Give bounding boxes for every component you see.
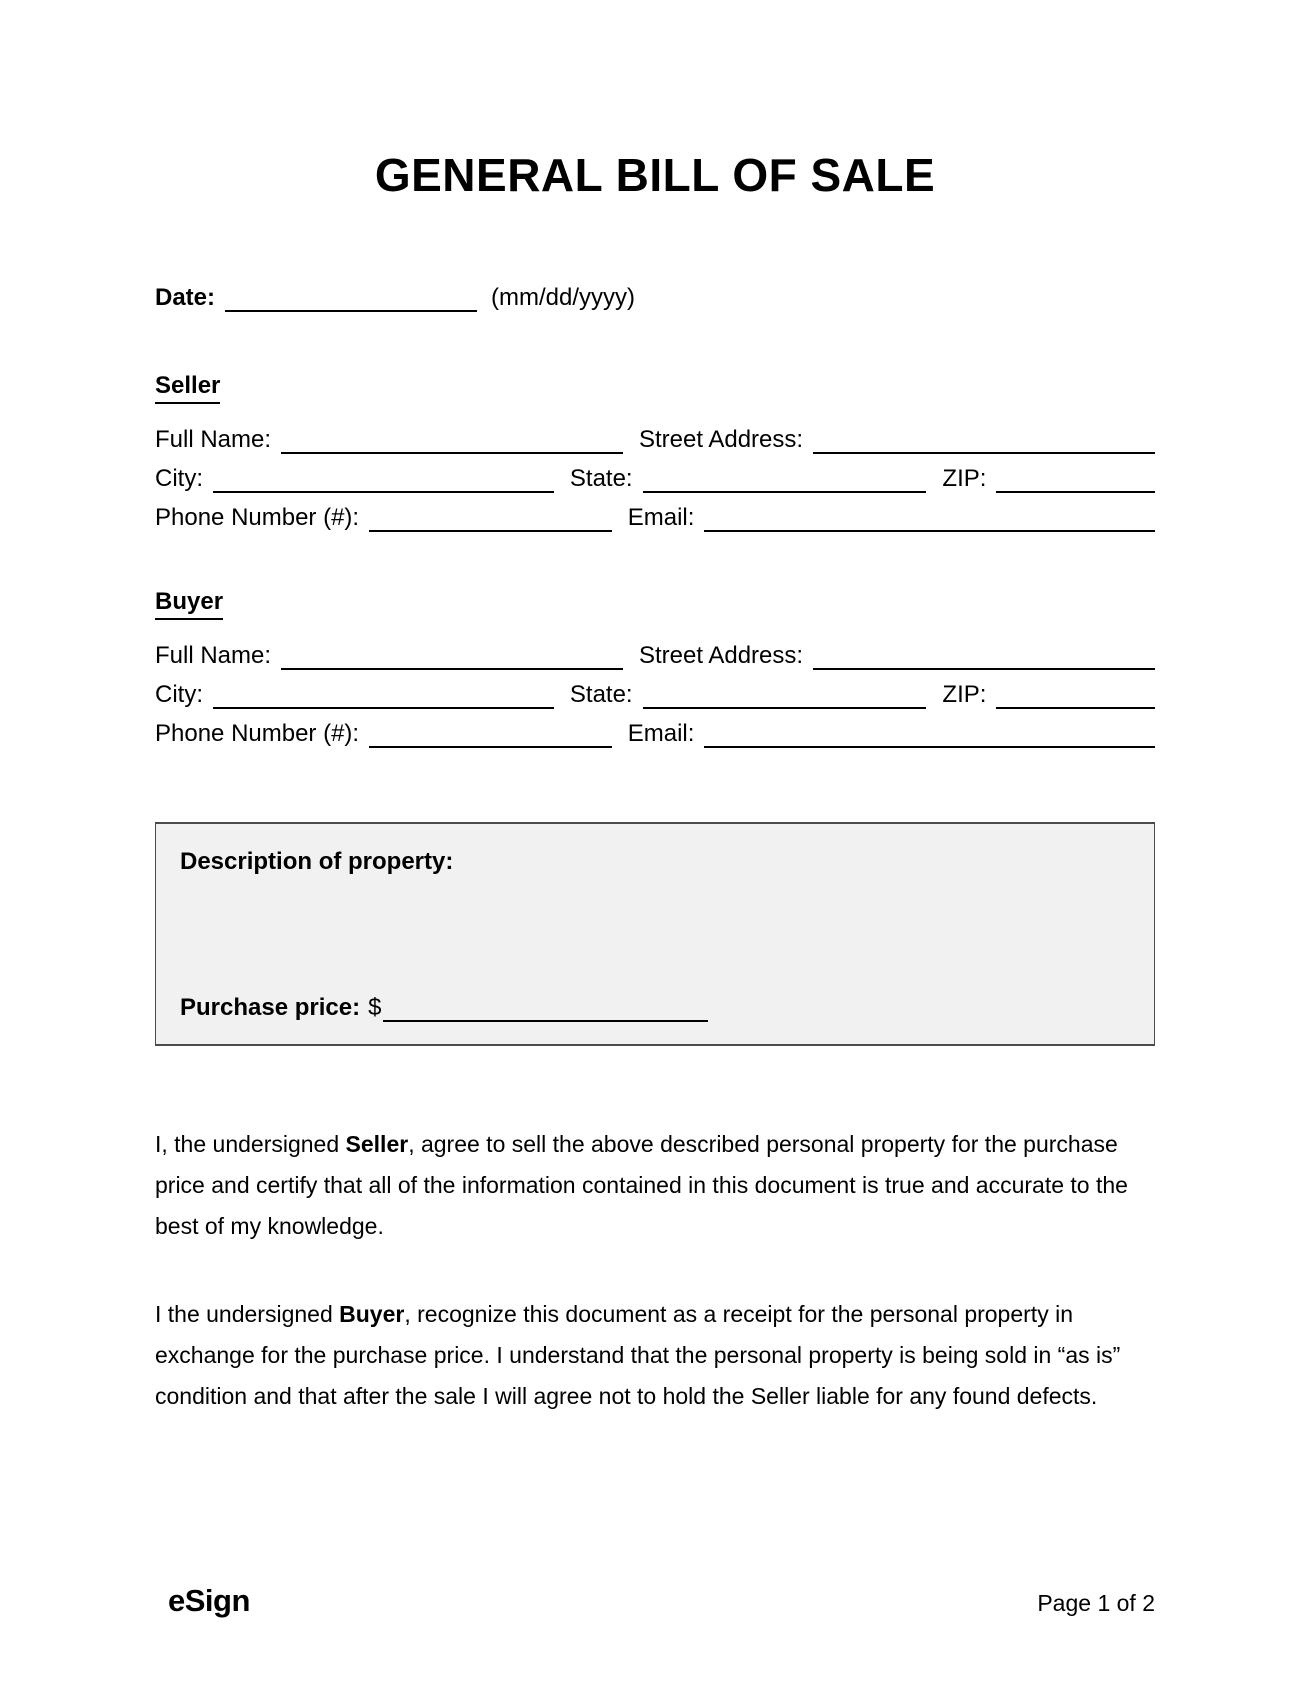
full-name-label: Full Name: — [155, 642, 272, 669]
date-row — [155, 284, 1155, 312]
seller-phone-line[interactable] — [369, 530, 612, 532]
seller-full-name-line[interactable] — [281, 452, 623, 454]
purchase-price-row — [180, 994, 1128, 1022]
state-label: State: — [569, 681, 633, 708]
buyer-phone-line[interactable] — [369, 746, 612, 748]
dollar-sign: $ — [368, 994, 382, 1021]
seller-zip-line[interactable] — [996, 491, 1155, 493]
page-number-indicator: Page 1 of 2 — [1037, 1590, 1155, 1616]
buyer-city-line[interactable] — [213, 707, 554, 709]
description-of-property-label: Description of property: — [180, 848, 454, 875]
date-input-line[interactable] — [225, 310, 477, 312]
buyer-full-name-line[interactable] — [281, 668, 623, 670]
property-description-box — [155, 822, 1155, 1046]
seller-city-state-zip-row — [155, 454, 1155, 493]
seller-phone-email-row — [155, 493, 1155, 532]
zip-label: ZIP: — [942, 681, 987, 708]
buyer-zip-line[interactable] — [996, 707, 1155, 709]
page-footer — [168, 1583, 1155, 1619]
seller-email-line[interactable] — [704, 530, 1155, 532]
date-format-hint: (mm/dd/yyyy) — [491, 284, 636, 311]
phone-number-label: Phone Number (#): — [155, 504, 360, 531]
buyer-city-state-zip-row — [155, 670, 1155, 709]
full-name-label: Full Name: — [155, 426, 272, 453]
property-description-area[interactable] — [180, 876, 1128, 994]
buyer-email-line[interactable] — [704, 746, 1155, 748]
buyer-phone-email-row — [155, 709, 1155, 748]
date-label: Date: — [155, 284, 216, 311]
buyer-section-heading: Buyer — [155, 588, 1155, 620]
seller-agreement-paragraph: I, the undersigned Seller, agree to sell the above described personal property for the purchase price and certify that all of the information contained in this document is true and accurate to the best of my knowledge. — [155, 1131, 1128, 1239]
street-address-label: Street Address: — [638, 642, 804, 669]
seller-street-address-line[interactable] — [813, 452, 1155, 454]
street-address-label: Street Address: — [638, 426, 804, 453]
buyer-street-address-line[interactable] — [813, 668, 1155, 670]
email-label: Email: — [627, 720, 695, 747]
seller-section-heading: Seller — [155, 372, 1155, 404]
phone-number-label: Phone Number (#): — [155, 720, 360, 747]
esign-logo: eSign — [168, 1583, 250, 1618]
seller-name-address-row — [155, 416, 1155, 454]
state-label: State: — [569, 465, 633, 492]
city-label: City: — [155, 465, 203, 492]
seller-state-line[interactable] — [643, 491, 927, 493]
email-label: Email: — [627, 504, 695, 531]
purchase-price-line[interactable] — [383, 1020, 708, 1022]
buyer-agreement-paragraph: I the undersigned Buyer, recognize this document as a receipt for the personal property in exchange for the purchase price. I understand that the personal property is being sold in “as is” condition and that after the sale I will agree not to hold the Seller liable for any found defects. — [155, 1301, 1121, 1409]
seller-city-line[interactable] — [213, 491, 554, 493]
document-title: GENERAL BILL OF SALE — [374, 149, 936, 201]
buyer-name-address-row — [155, 632, 1155, 670]
purchase-price-label: Purchase price: — [180, 994, 361, 1021]
zip-label: ZIP: — [942, 465, 987, 492]
city-label: City: — [155, 681, 203, 708]
buyer-state-line[interactable] — [643, 707, 927, 709]
